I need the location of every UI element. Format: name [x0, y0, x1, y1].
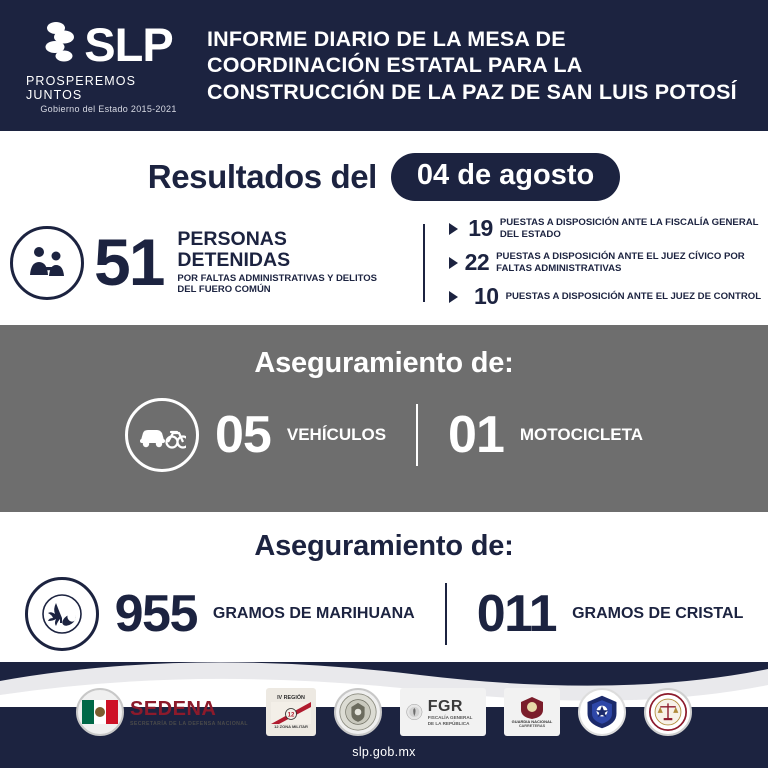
drugs-section	[0, 512, 768, 662]
footer-logos	[0, 684, 768, 740]
results-label: Resultados del	[147, 158, 377, 195]
sedena-logo	[76, 688, 248, 736]
divider	[423, 224, 424, 302]
svg-text:12: 12	[287, 712, 295, 719]
website-url[interactable]: slp.gob.mx	[352, 745, 416, 759]
drugs-stat-row	[0, 577, 768, 651]
cristal-count: 011	[476, 585, 557, 643]
breakdown-text: PUESTAS A DISPOSICIÓN ANTE EL JUEZ CÍVICO POR FALTAS ADMINISTRATIVAS	[496, 251, 745, 274]
triangle-bullet-icon	[449, 291, 458, 303]
logo-tagline: PROSPEREMOS JUNTOS	[26, 74, 137, 102]
slp-logo	[26, 17, 191, 114]
triangle-bullet-icon	[449, 257, 458, 269]
guardia-nacional-seal-icon	[334, 688, 382, 736]
list-item	[449, 283, 768, 310]
vehicles-title: Aseguramiento de:	[254, 347, 514, 379]
fgr-icon	[400, 688, 486, 736]
fgr-logo	[400, 688, 486, 736]
fgr-title: FGR	[427, 697, 463, 715]
slp-knot-icon	[44, 21, 78, 70]
sedena-seal-icon	[76, 688, 124, 736]
vehicles-section	[0, 325, 768, 512]
gn-carreteras-title: GUARDIA NACIONAL	[511, 718, 553, 724]
fiscalia-estado-icon	[644, 688, 692, 736]
results-heading	[0, 153, 768, 201]
marihuana-pills-icon	[25, 577, 99, 651]
iv-region-title: IV REGIÓN	[277, 695, 305, 701]
results-date-badge: 04 de agosto	[391, 153, 620, 201]
logo-top	[44, 18, 173, 72]
detainees-label-secondary: POR FALTAS ADMINISTRATIVAS Y DELITOS DEL FUERO COMÚN	[177, 273, 377, 295]
marihuana-label: GRAMOS DE MARIHUANA	[212, 605, 415, 623]
breakdown-number: 19	[468, 215, 493, 241]
sedena-subtitle: SECRETARÍA DE LA DEFENSA NACIONAL	[129, 720, 248, 727]
page-title: INFORME DIARIO DE LA MESA DE COORDINACIÓN ESTATAL PARA LA CONSTRUCCIÓN DE LA PAZ DE SAN LUIS POTOSÍ	[207, 27, 737, 104]
logo-government: Gobierno del Estado 2015-2021	[40, 104, 177, 114]
motorcycles-label: MOTOCICLETA	[519, 424, 643, 444]
detainees-stat-row	[0, 215, 768, 310]
divider	[445, 583, 447, 645]
iv-region-subtitle: 12 ZONA MILITAR	[274, 724, 308, 729]
vehicles-label: VEHÍCULOS	[286, 424, 387, 444]
policia-estatal-logo	[578, 688, 626, 736]
breakdown-number: 22	[464, 249, 490, 275]
breakdown-text: PUESTAS A DISPOSICIÓN ANTE LA FISCALÍA GENERAL DEL ESTADO	[499, 217, 759, 240]
divider	[416, 404, 418, 466]
cristal-label: GRAMOS DE CRISTAL	[572, 605, 744, 623]
list-item	[449, 249, 768, 276]
iv-region-militar-logo	[266, 688, 316, 736]
guardia-nacional-carreteras-icon	[504, 688, 560, 736]
marihuana-count: 955	[114, 585, 197, 643]
fiscalia-general-estado-seal	[644, 688, 692, 736]
header	[0, 0, 768, 131]
iv-region-militar-icon	[266, 688, 316, 736]
detainees-labels	[177, 229, 395, 296]
policia-estatal-icon	[578, 688, 626, 736]
motorcycles-count: 01	[448, 406, 504, 464]
guardia-nacional-seal	[334, 688, 382, 736]
detainees-label-primary: PERSONAS DETENIDAS	[177, 228, 291, 271]
detainees-count: 51	[94, 225, 164, 300]
vehicles-count: 05	[215, 406, 271, 464]
results-section	[0, 131, 768, 325]
footer	[0, 662, 768, 768]
car-motorcycle-icon	[125, 398, 199, 472]
gn-carreteras-subtitle: CARRETERAS	[518, 724, 546, 729]
sedena-title: SEDENA	[129, 697, 217, 720]
sedena-text	[130, 698, 248, 727]
detainee-arrest-icon	[10, 226, 84, 300]
drugs-title: Aseguramiento de:	[254, 530, 514, 562]
triangle-bullet-icon	[449, 223, 458, 235]
guardia-nacional-carreteras-logo	[504, 688, 560, 736]
list-item	[449, 215, 768, 242]
breakdown-list	[449, 215, 768, 310]
fgr-subtitle: FISCALÍA GENERAL DE LA REPÚBLICA	[427, 715, 473, 726]
logo-wordmark: SLP	[84, 18, 173, 72]
vehicles-stat-row	[0, 398, 768, 472]
breakdown-number: 10	[473, 283, 499, 309]
breakdown-text: PUESTAS A DISPOSICIÓN ANTE EL JUEZ DE CONTROL	[505, 290, 762, 302]
